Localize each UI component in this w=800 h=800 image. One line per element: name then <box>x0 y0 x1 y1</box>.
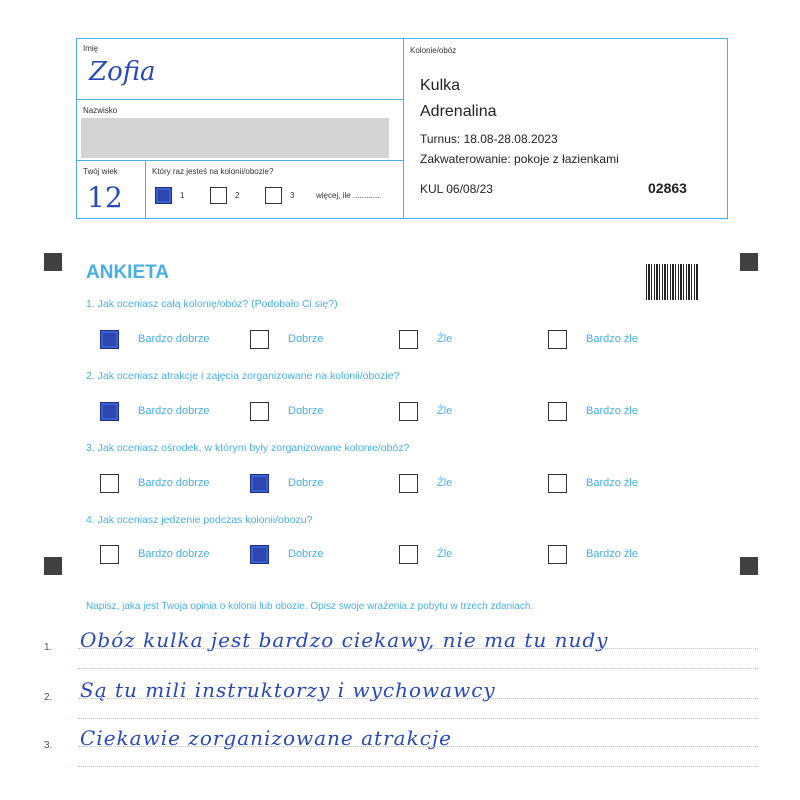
survey-title: ANKIETA <box>86 262 170 283</box>
camp-turnus: Turnus: 18.08-28.08.2023 <box>420 132 558 146</box>
question-2-option-2-checkbox[interactable] <box>250 402 269 421</box>
ktory-raz-label: Który raz jesteś na kolonii/obozie? <box>152 167 274 176</box>
question-2-option-label: Bardzo dobrze <box>138 405 210 417</box>
question-2-option-label: Źle <box>437 405 453 417</box>
question-1-option-2-checkbox[interactable] <box>250 330 269 349</box>
question-4-option-4-checkbox[interactable] <box>548 545 567 564</box>
question-4-option-label: Bardzo dobrze <box>138 548 210 560</box>
imie-label: Imię <box>83 44 99 53</box>
registration-marker-bottom-right <box>740 557 758 575</box>
question-3-option-label: Źle <box>437 477 453 489</box>
opinion-dotted-line <box>78 746 758 747</box>
question-1-text: 1. Jak oceniasz całą kolonię/obóz? (Podobało Ci się?) <box>86 298 338 310</box>
question-1-option-label: Źle <box>437 333 453 345</box>
question-2-option-label: Bardzo źle <box>586 405 638 417</box>
question-2-option-4-checkbox[interactable] <box>548 402 567 421</box>
opinion-answer-2: Są tu mili instruktorzy i wychowawcy <box>80 678 496 702</box>
question-4-option-2-checkbox[interactable] <box>250 545 269 564</box>
question-3-option-label: Bardzo dobrze <box>138 477 210 489</box>
question-4-option-label: Dobrze <box>288 548 324 560</box>
question-4-option-label: Źle <box>437 548 453 560</box>
barcode <box>646 264 698 300</box>
nazwisko-redaction <box>81 118 389 158</box>
registration-marker-top-right <box>740 253 758 271</box>
question-4-option-1-checkbox[interactable] <box>100 545 119 564</box>
question-1-option-label: Dobrze <box>288 333 324 345</box>
ktory-raz-checkbox-2[interactable] <box>210 187 227 204</box>
ktory-raz-checkbox-3[interactable] <box>265 187 282 204</box>
camp-name-line2: Adrenalina <box>420 103 497 120</box>
question-4-option-3-checkbox[interactable] <box>399 545 418 564</box>
nazwisko-label: Nazwisko <box>83 106 118 115</box>
opinion-dotted-line <box>78 718 758 719</box>
question-1-option-1-checkbox[interactable] <box>100 330 119 349</box>
nazwisko-cell <box>76 99 404 161</box>
opinion-dotted-line <box>78 668 758 669</box>
camp-cell <box>403 38 728 219</box>
imie-value: Zofia <box>89 57 156 87</box>
question-3-option-3-checkbox[interactable] <box>399 474 418 493</box>
ktory-raz-checkbox-1[interactable] <box>155 187 172 204</box>
wiek-value: 12 <box>87 181 123 214</box>
registration-marker-top-left <box>44 253 62 271</box>
camp-number: 02863 <box>648 180 687 196</box>
ktory-raz-option-more: więcej, ile ............ <box>316 191 380 200</box>
opinion-line-number: 1. <box>44 642 53 653</box>
registration-marker-bottom-left <box>44 557 62 575</box>
question-1-option-3-checkbox[interactable] <box>399 330 418 349</box>
opinion-dotted-line <box>78 648 758 649</box>
opinion-answer-3: Ciekawie zorganizowane atrakcje <box>80 726 452 750</box>
question-3-option-1-checkbox[interactable] <box>100 474 119 493</box>
question-3-option-4-checkbox[interactable] <box>548 474 567 493</box>
wiek-cell <box>76 160 146 219</box>
question-2-text: 2. Jak oceniasz atrakcje i zajęcia zorganizowane na kolonii/obozie? <box>86 370 400 382</box>
opinion-dotted-line <box>78 766 758 767</box>
question-1-option-4-checkbox[interactable] <box>548 330 567 349</box>
question-3-option-2-checkbox[interactable] <box>250 474 269 493</box>
question-4-text: 4. Jak oceniasz jedzenie podczas kolonii/obozu? <box>86 514 313 526</box>
opinion-line-number: 3. <box>44 740 53 751</box>
question-2-option-3-checkbox[interactable] <box>399 402 418 421</box>
ktory-raz-option-label: 1 <box>180 191 185 200</box>
question-3-text: 3. Jak oceniasz ośrodek, w którym były zorganizowane kolonie/obóz? <box>86 442 410 454</box>
ktory-raz-option-label: 3 <box>290 191 295 200</box>
opinion-dotted-line <box>78 698 758 699</box>
camp-zakwaterowanie: Zakwaterowanie: pokoje z łazienkami <box>420 152 619 166</box>
question-3-option-label: Bardzo źle <box>586 477 638 489</box>
question-4-option-label: Bardzo źle <box>586 548 638 560</box>
ktory-raz-option-label: 2 <box>235 191 240 200</box>
question-1-option-label: Bardzo dobrze <box>138 333 210 345</box>
imie-cell <box>76 38 404 100</box>
wiek-label: Twój wiek <box>83 167 118 176</box>
question-1-option-label: Bardzo źle <box>586 333 638 345</box>
opinion-line-number: 2. <box>44 692 53 703</box>
camp-name-line1: Kulka <box>420 77 461 94</box>
question-2-option-1-checkbox[interactable] <box>100 402 119 421</box>
camp-code: KUL 06/08/23 <box>420 182 493 196</box>
opinion-prompt: Napisz, jaka jest Twoja opinia o kolonii lub obozie. Opisz swoje wrażenia z pobytu w trzech zdaniach. <box>86 601 534 612</box>
opinion-answer-1: Obóz kulka jest bardzo ciekawy, nie ma tu nudy <box>80 628 609 652</box>
question-3-option-label: Dobrze <box>288 477 324 489</box>
camp-label: Kolonie/obóz <box>410 46 457 55</box>
question-2-option-label: Dobrze <box>288 405 324 417</box>
